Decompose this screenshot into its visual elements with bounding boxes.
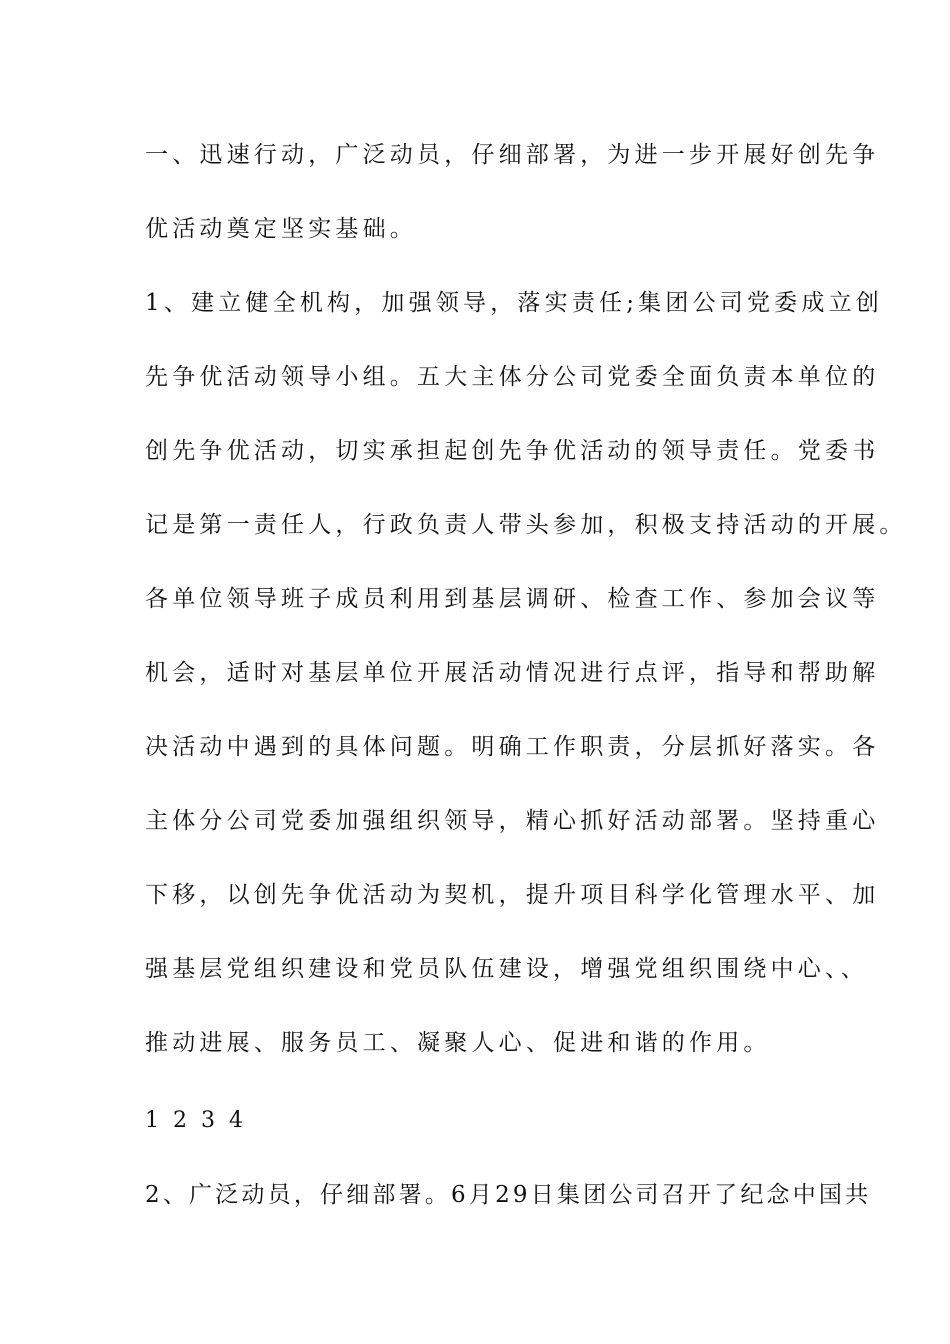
page-number: 1 xyxy=(145,1108,159,1133)
paragraph-line: 主体分公司党委加强组织领导，精心抓好活动部署。坚持重心 xyxy=(145,808,880,834)
paragraph-line: 强基层党组织建设和党员队伍建设，增强党组织围绕中心、、 xyxy=(145,956,868,982)
paragraph-line: 2、广泛动员，仔细部署。6月29日集团公司召开了纪念中国共 xyxy=(145,1182,872,1208)
paragraph-line: 推动进展、服务员工、凝聚人心、促进和谐的作用。 xyxy=(145,1030,771,1056)
paragraph-line: 决活动中遇到的具体问题。明确工作职责，分层抓好落实。各 xyxy=(145,734,880,760)
page-number-list xyxy=(145,1106,257,1136)
page-number: 4 xyxy=(229,1108,243,1133)
paragraph-line: 各单位领导班子成员利用到基层调研、检查工作、参加会议等 xyxy=(145,586,880,612)
paragraph-line: 一、迅速行动，广泛动员，仔细部署，为进一步开展好创先争 xyxy=(145,142,880,168)
paragraph-line: 记是第一责任人，行政负责人带头参加，积极支持活动的开展。 xyxy=(145,512,907,538)
paragraph-line: 优活动奠定坚实基础。 xyxy=(145,216,417,242)
paragraph-line: 下移，以创先争优活动为契机，提升项目科学化管理水平、加 xyxy=(145,882,880,908)
paragraph-line: 机会，适时对基层单位开展活动情况进行点评，指导和帮助解 xyxy=(145,660,880,686)
paragraph-line: 先争优活动领导小组。五大主体分公司党委全面负责本单位的 xyxy=(145,364,880,390)
page-number: 3 xyxy=(201,1108,215,1133)
paragraph-line: 1、建立健全机构，加强领导，落实责任;集团公司党委成立创 xyxy=(145,290,883,316)
page-number: 2 xyxy=(173,1108,187,1133)
paragraph-line: 创先争优活动，切实承担起创先争优活动的领导责任。党委书 xyxy=(145,438,880,464)
